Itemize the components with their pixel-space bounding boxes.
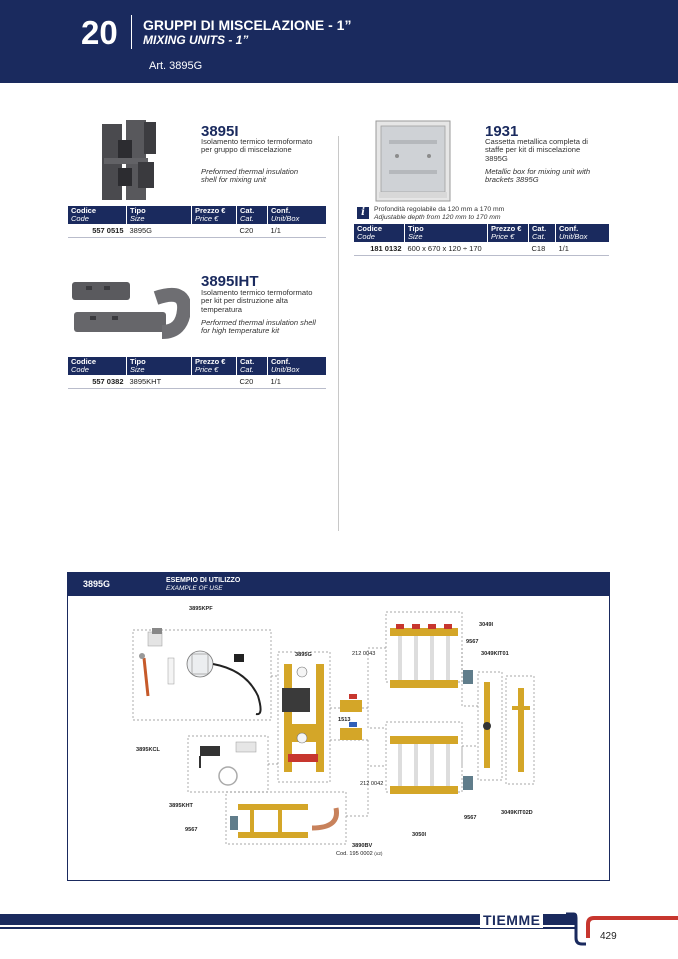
cell-code: 557 0515: [68, 224, 127, 238]
mixing-unit: [282, 664, 324, 772]
cell-type: 600 x 670 x 120 ÷ 170: [405, 242, 488, 256]
label-3049i: 3049I: [479, 622, 493, 628]
label-3049kit02d: 3049KIT02D: [501, 810, 533, 816]
col-price: Prezzo € Price €: [192, 357, 237, 375]
label-1513: 1513: [338, 717, 351, 723]
cell-conf: 1/1: [268, 375, 327, 389]
label-3050i: 3050I: [412, 832, 426, 838]
label-cod-1950002: Cod. 195 0002 (x2): [336, 851, 383, 857]
page-header: [0, 0, 678, 83]
col-price: Prezzo € Price €: [192, 206, 237, 224]
info-icon: i: [357, 207, 369, 219]
label-9567-b: 9567: [185, 827, 198, 833]
page-number: 429: [600, 931, 617, 942]
product-desc-it-1931: Cassetta metallica completa di staffe per kit di miscelazione 3895G: [485, 137, 588, 163]
col-code: Codice Code: [68, 206, 127, 224]
label-3895kcl: 3895KCL: [136, 747, 160, 753]
col-type: Tipo Size: [127, 357, 192, 375]
label-3049kit01: 3049KIT01: [481, 651, 509, 657]
label-9567-a: 9567: [466, 639, 479, 645]
cell-price: [488, 242, 529, 256]
example-title-it: ESEMPIO DI UTILIZZO: [166, 577, 241, 584]
product-desc-en-1931: Metallic box for mixing unit with brackets 3895G: [485, 167, 591, 185]
table-header-row: [354, 224, 609, 242]
col-price: Prezzo € Price €: [488, 224, 529, 242]
col-code: Codice Code: [68, 357, 127, 375]
section-title-it: GRUPPI DI MISCELAZIONE - 1”: [143, 17, 352, 33]
table-header-row: [68, 357, 326, 375]
header-divider: [131, 15, 132, 49]
cell-type: 3895G: [127, 224, 192, 238]
column-divider: [338, 136, 339, 531]
col-cat: Cat. Cat.: [237, 357, 268, 375]
product-desc-it-3895I: Isolamento termico termoformato per gruppo di miscelazione: [201, 137, 313, 155]
lower-manifold: [390, 736, 458, 794]
label-2120042: 212 0042: [360, 781, 384, 787]
col-cat: Cat. Cat.: [237, 206, 268, 224]
spec-table-1931: [354, 224, 609, 256]
col-cat: Cat. Cat.: [529, 224, 556, 242]
label-3890bv: 3890BV: [352, 843, 373, 849]
cell-type: 3895KHT: [127, 375, 192, 389]
example-title-en: EXAMPLE OF USE: [166, 585, 223, 592]
product-desc-it-3895IHT: Isolamento termico termoformato per kit per distruzione alta temperatura: [201, 288, 313, 314]
cell-cat: C20: [237, 375, 268, 389]
table-row: [354, 242, 609, 256]
info-text-it: Profondità regolabile da 120 mm a 170 mm: [374, 206, 505, 213]
upper-manifold: [390, 624, 458, 688]
section-title-en: MIXING UNITS - 1”: [143, 33, 249, 47]
brand-name: TIEMME: [480, 912, 543, 928]
table-header-row: [68, 206, 326, 224]
product-desc-en-3895I: Preformed thermal insulation shell for mixing unit: [201, 167, 299, 185]
cell-cat: C18: [529, 242, 556, 256]
cell-price: [192, 375, 237, 389]
product-image-1931: [375, 120, 451, 202]
col-code: Codice Code: [354, 224, 405, 242]
label-3895kht: 3895KHT: [169, 803, 193, 809]
cell-conf: 1/1: [556, 242, 610, 256]
cell-code: 181 0132: [354, 242, 405, 256]
table-row: [68, 224, 326, 238]
spec-table-3895IHT: [68, 357, 326, 389]
example-of-use-panel: [67, 572, 610, 881]
high-temperature-kit: [230, 804, 337, 838]
col-conf: Conf. Unit/Box: [556, 224, 610, 242]
col-conf: Conf. Unit/Box: [268, 357, 327, 375]
label-3895g: 3895G: [295, 652, 312, 658]
spec-table-3895I: [68, 206, 326, 238]
cell-code: 557 0382: [68, 375, 127, 389]
cell-cat: C20: [237, 224, 268, 238]
brand-logo-mark: [564, 912, 678, 946]
label-2120043: 212 0043: [352, 651, 376, 657]
installation-diagram: [68, 596, 609, 880]
cell-conf: 1/1: [268, 224, 327, 238]
info-text-en: Adjustable depth from 120 mm to 170 mm: [374, 214, 501, 221]
product-title-3895I: 3895I: [201, 123, 239, 140]
example-code: 3895G: [83, 579, 111, 589]
col-type: Tipo Size: [405, 224, 488, 242]
product-title-1931: 1931: [485, 123, 519, 140]
product-image-3895IHT: [68, 280, 190, 342]
col-type: Tipo Size: [127, 206, 192, 224]
pump-kit-group: [139, 628, 261, 714]
product-image-3895I: [98, 118, 160, 204]
climatic-control-kit: [200, 742, 256, 785]
table-row: [68, 375, 326, 389]
product-title-3895IHT: 3895IHT: [201, 273, 259, 290]
label-9567-c: 9567: [464, 815, 477, 821]
col-conf: Conf. Unit/Box: [268, 206, 327, 224]
chapter-number: 20: [81, 14, 118, 51]
product-desc-en-3895IHT: Performed thermal insulation shell for high temperature kit: [201, 318, 316, 336]
label-3895kpf: 3895KPF: [189, 606, 213, 612]
cell-price: [192, 224, 237, 238]
article-number: Art. 3895G: [149, 60, 203, 72]
example-header: [68, 573, 609, 596]
